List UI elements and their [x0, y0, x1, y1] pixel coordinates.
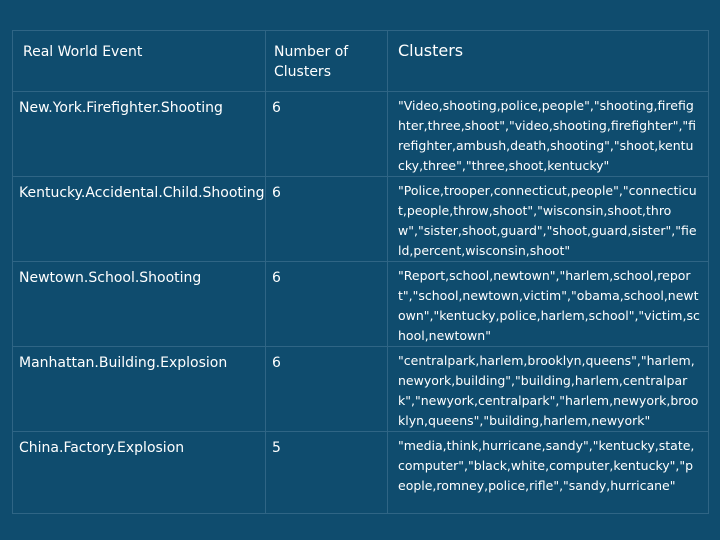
- event-label: Kentucky.Accidental.Child.Shooting: [19, 185, 265, 201]
- header-row: [13, 31, 709, 92]
- event-cell: [13, 177, 266, 262]
- clusters-cell: [388, 262, 709, 347]
- clusters-table: [12, 30, 709, 514]
- event-label: New.York.Firefighter.Shooting: [19, 100, 223, 116]
- count-cell: [266, 262, 388, 347]
- event-cell: [13, 347, 266, 432]
- table-row: [13, 262, 709, 347]
- header-clusters: [388, 31, 709, 92]
- table-row: [13, 177, 709, 262]
- count-value: 6: [272, 185, 281, 201]
- clusters-cell: [388, 92, 709, 177]
- count-cell: [266, 92, 388, 177]
- table-row: [13, 347, 709, 432]
- clusters-cell: [388, 177, 709, 262]
- event-cell: [13, 262, 266, 347]
- count-value: 6: [272, 355, 281, 371]
- clusters-list: "Video,shooting,police,people","shooting,firefighter,three,shoot","video,shooting,firefighter","firefighter,ambush,death,shooting","shoot,kentucky,three","three,shoot,kentucky": [398, 98, 697, 173]
- clusters-cell: [388, 347, 709, 432]
- event-cell: [13, 92, 266, 177]
- table-body: [13, 92, 709, 514]
- header-count-label: Number of Clusters: [274, 44, 349, 80]
- table-header: [13, 31, 709, 92]
- count-cell: [266, 347, 388, 432]
- count-cell: [266, 177, 388, 262]
- table-row: [13, 432, 709, 514]
- clusters-list: "media,think,hurricane,sandy","kentucky,state,computer","black,white,computer,kentucky","people,romney,police,rifle","sandy,hurricane": [398, 438, 695, 493]
- clusters-list: "centralpark,harlem,brooklyn,queens","harlem,newyork,building","building,harlem,centralpark","newyork,centralpark","harlem,newyork,brooklyn,queens","building,harlem,newyork": [398, 353, 699, 428]
- clusters-cell: [388, 432, 709, 514]
- event-cell: [13, 432, 266, 514]
- table-row: [13, 92, 709, 177]
- event-label: Manhattan.Building.Explosion: [19, 355, 228, 371]
- event-label: China.Factory.Explosion: [19, 440, 185, 456]
- count-value: 6: [272, 100, 281, 116]
- header-event-label: Real World Event: [23, 44, 143, 60]
- count-cell: [266, 432, 388, 514]
- count-value: 6: [272, 270, 281, 286]
- header-real-world-event: [13, 31, 266, 92]
- clusters-table-container: [12, 30, 708, 514]
- event-label: Newtown.School.Shooting: [19, 270, 202, 286]
- header-number-of-clusters: [266, 31, 388, 92]
- clusters-list: "Report,school,newtown","harlem,school,report","school,newtown,victim","obama,school,newtown","kentucky,police,harlem,school","victim,school,newtown": [398, 268, 700, 343]
- count-value: 5: [272, 440, 281, 456]
- header-clusters-label: Clusters: [398, 41, 464, 60]
- clusters-list: "Police,trooper,connecticut,people","connecticut,people,throw,shoot","wisconsin,shoot,throw","sister,shoot,guard","shoot,guard,sister","field,percent,wisconsin,shoot": [398, 183, 697, 258]
